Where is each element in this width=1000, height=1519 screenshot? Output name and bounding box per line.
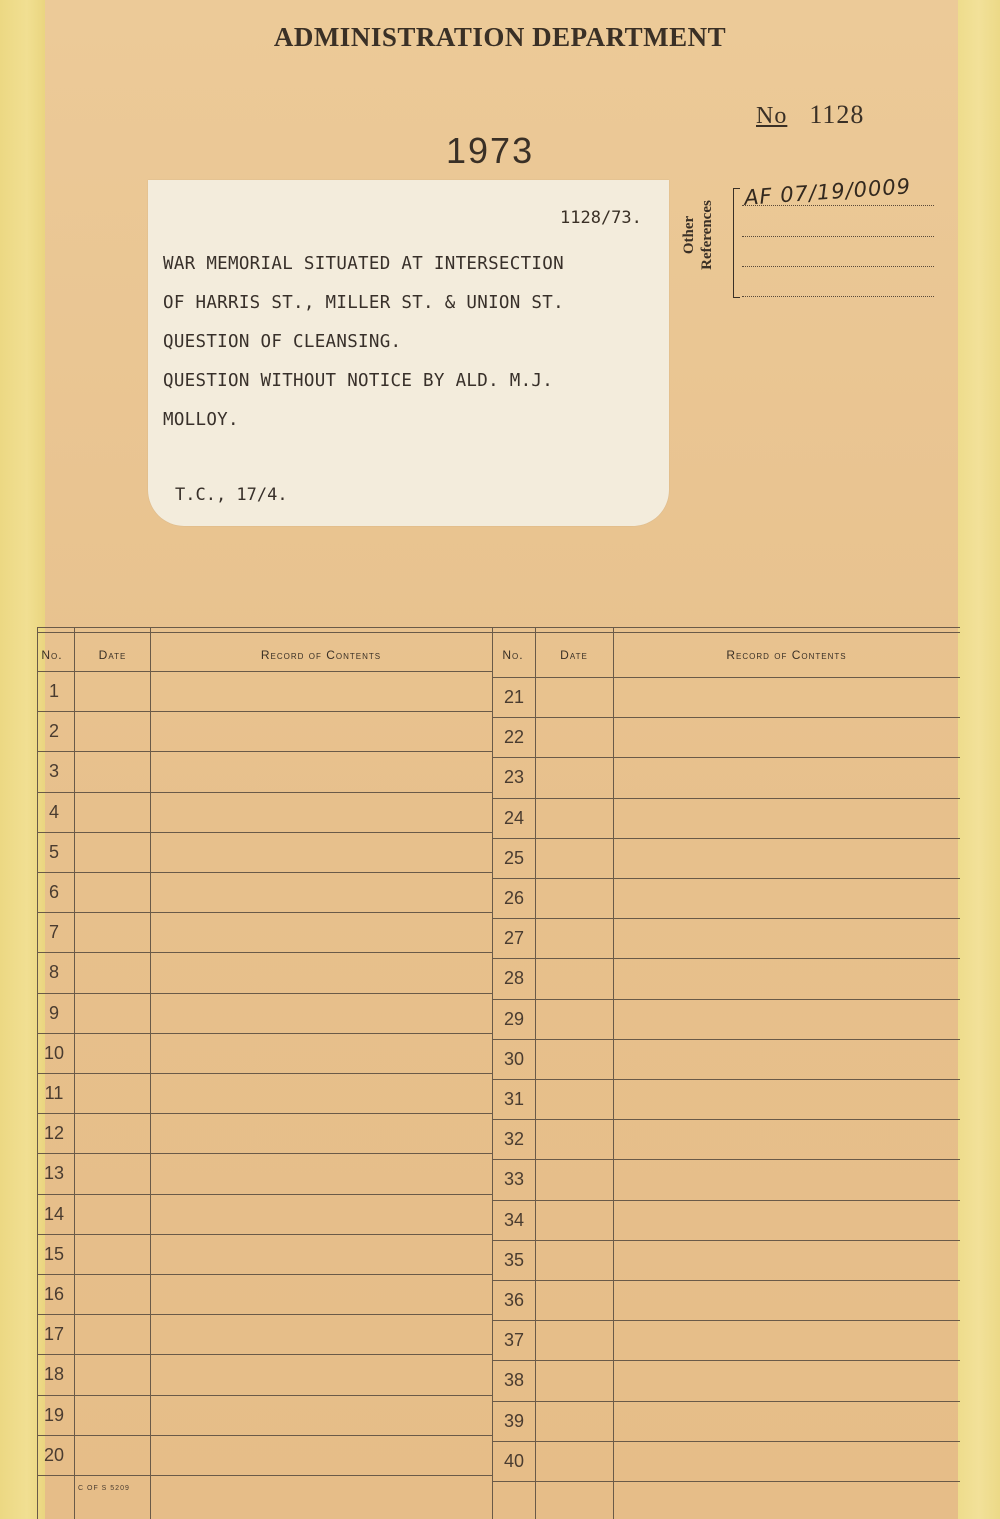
row-rule (37, 952, 492, 953)
header-contents: Record of Contents (260, 648, 382, 662)
row-number: 15 (43, 1243, 65, 1264)
card-line: WAR MEMORIAL SITUATED AT INTERSECTION (163, 254, 564, 274)
row-rule (492, 958, 960, 959)
row-rule (492, 1119, 960, 1120)
row-rule (492, 757, 960, 758)
row-number: 28 (503, 968, 525, 989)
row-number: 18 (43, 1364, 65, 1385)
column-rule (613, 627, 614, 1519)
row-number: 36 (503, 1290, 525, 1310)
row-rule (492, 838, 960, 839)
row-rule (492, 1280, 960, 1281)
row-number: 34 (503, 1209, 525, 1230)
row-number: 19 (43, 1404, 65, 1425)
row-rule (37, 1153, 492, 1154)
row-rule (37, 1194, 492, 1195)
row-rule (37, 912, 492, 913)
row-rule (37, 1435, 492, 1436)
row-rule (492, 717, 960, 718)
reference-line (742, 266, 934, 267)
year: 1973 (446, 130, 535, 171)
row-rule (37, 711, 492, 712)
row-number: 38 (503, 1370, 525, 1391)
file-number-value: 1128 (809, 100, 865, 129)
row-rule (492, 677, 960, 678)
row-rule (492, 1360, 960, 1361)
row-rule (37, 1234, 492, 1235)
row-rule (492, 1200, 960, 1201)
row-number: 5 (48, 841, 59, 862)
row-number: 32 (503, 1129, 525, 1150)
row-number: 31 (503, 1089, 525, 1109)
row-number: 40 (503, 1450, 525, 1471)
row-rule (37, 1354, 492, 1355)
other-reference-entry: AF 07/19/0009 (743, 174, 912, 210)
card-footer: T.C., 17/4. (175, 485, 288, 505)
reference-line (742, 236, 934, 237)
row-number: 3 (48, 761, 59, 782)
row-number: 17 (43, 1324, 65, 1345)
row-rule (492, 1039, 960, 1040)
row-number: 21 (503, 687, 525, 707)
header-date: Date (98, 648, 127, 662)
row-number: 13 (43, 1163, 65, 1184)
row-rule (492, 1079, 960, 1080)
row-rule (492, 1441, 960, 1442)
row-rule (492, 878, 960, 879)
row-number: 2 (48, 721, 59, 742)
file-number (756, 100, 864, 130)
other-references-bracket (733, 188, 740, 298)
row-number: 26 (503, 888, 525, 908)
row-number: 33 (503, 1169, 525, 1190)
row-rule (492, 1401, 960, 1402)
row-rule (37, 1475, 492, 1476)
ledger-top-rule (37, 627, 960, 633)
row-number: 30 (503, 1048, 525, 1069)
row-rule (37, 832, 492, 833)
card-subject (163, 250, 663, 445)
row-rule (492, 1159, 960, 1160)
row-rule (37, 1314, 492, 1315)
reference-line (742, 296, 934, 297)
row-number: 29 (503, 1008, 525, 1029)
row-number: 37 (503, 1330, 525, 1351)
card-line: QUESTION OF CLEANSING. (163, 332, 402, 352)
row-number: 4 (48, 801, 59, 822)
row-rule (37, 993, 492, 994)
row-rule (37, 1113, 492, 1114)
row-number: 20 (43, 1444, 65, 1465)
department-title: ADMINISTRATION DEPARTMENT (273, 22, 727, 52)
row-number: 9 (48, 1002, 59, 1023)
number-symbol: No (756, 103, 788, 129)
row-number: 7 (48, 922, 59, 943)
row-rule (37, 792, 492, 793)
card-line: OF HARRIS ST., MILLER ST. & UNION ST. (163, 293, 564, 313)
other-references-label (680, 180, 716, 290)
row-rule (37, 671, 492, 672)
other-references-label-line: References (699, 200, 715, 270)
row-number: 25 (503, 847, 525, 868)
row-rule (37, 872, 492, 873)
row-number: 39 (503, 1410, 525, 1431)
row-number: 6 (48, 882, 59, 902)
row-rule (492, 999, 960, 1000)
row-number: 16 (43, 1284, 65, 1304)
row-number: 11 (44, 1083, 64, 1103)
row-number: 22 (503, 727, 525, 748)
printer-mark: C OF S 5209 (78, 1485, 130, 1492)
card-line: MOLLOY. (163, 410, 239, 430)
header-no: No. (502, 648, 524, 662)
row-number: 10 (43, 1042, 65, 1063)
row-rule (37, 1395, 492, 1396)
row-rule (37, 1033, 492, 1034)
right-binding-strip (958, 0, 1000, 1519)
row-number: 23 (503, 767, 525, 788)
row-number: 14 (43, 1203, 65, 1224)
contents-ledger (37, 627, 960, 1519)
row-number: 24 (503, 807, 525, 828)
card-line: QUESTION WITHOUT NOTICE BY ALD. M.J. (163, 371, 554, 391)
row-number: 12 (43, 1123, 65, 1144)
row-rule (492, 918, 960, 919)
header-date: Date (560, 648, 588, 662)
row-rule (492, 1240, 960, 1241)
row-number: 8 (48, 962, 59, 983)
row-number: 35 (503, 1249, 525, 1270)
header-no: No. (41, 648, 63, 662)
row-number: 1 (48, 681, 59, 701)
row-rule (37, 1274, 492, 1275)
row-rule (492, 1320, 960, 1321)
row-rule (492, 1481, 960, 1482)
row-rule (492, 798, 960, 799)
card-reference: 1128/73. (560, 208, 642, 228)
row-rule (37, 751, 492, 752)
header-contents: Record of Contents (726, 648, 847, 662)
row-rule (37, 1073, 492, 1074)
row-number: 27 (503, 928, 525, 949)
other-references-label-line: Other (681, 215, 697, 255)
